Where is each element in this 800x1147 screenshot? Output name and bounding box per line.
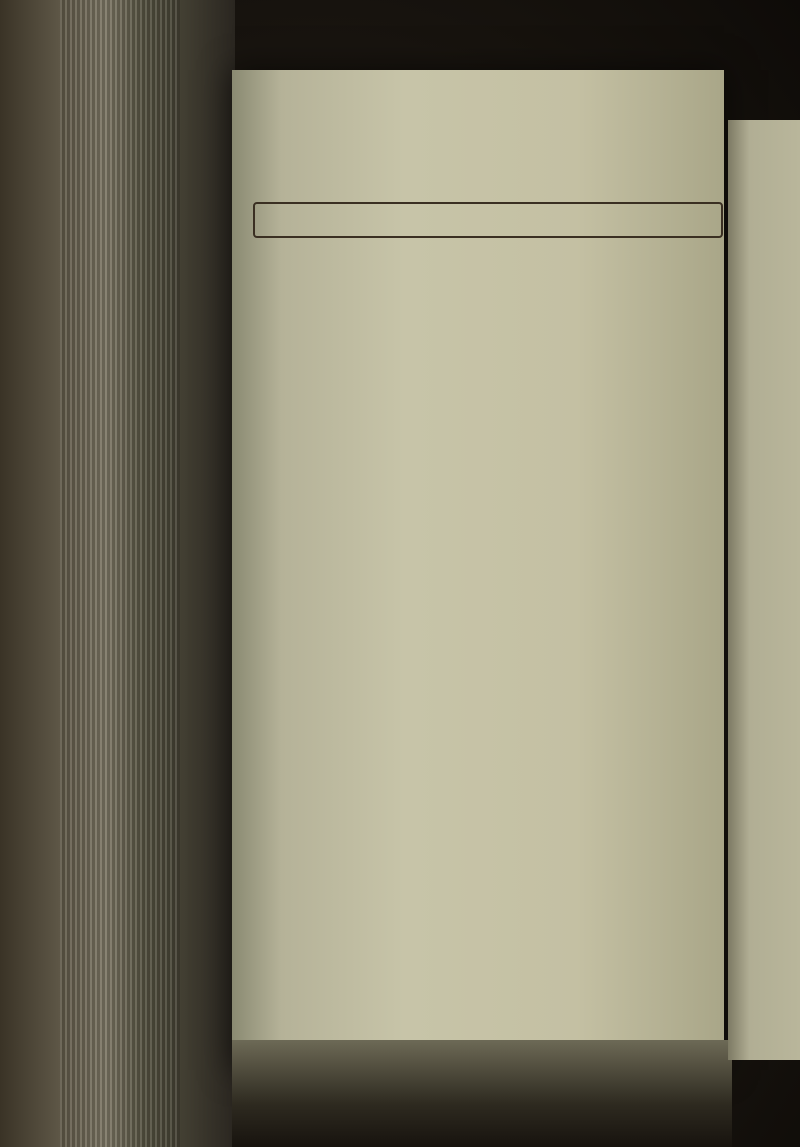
page-stack-stripes: [60, 0, 180, 1147]
facing-page: [728, 120, 800, 1060]
decorative-ornament-band: [252, 163, 724, 239]
page-bottom-shadow: [232, 1040, 732, 1147]
